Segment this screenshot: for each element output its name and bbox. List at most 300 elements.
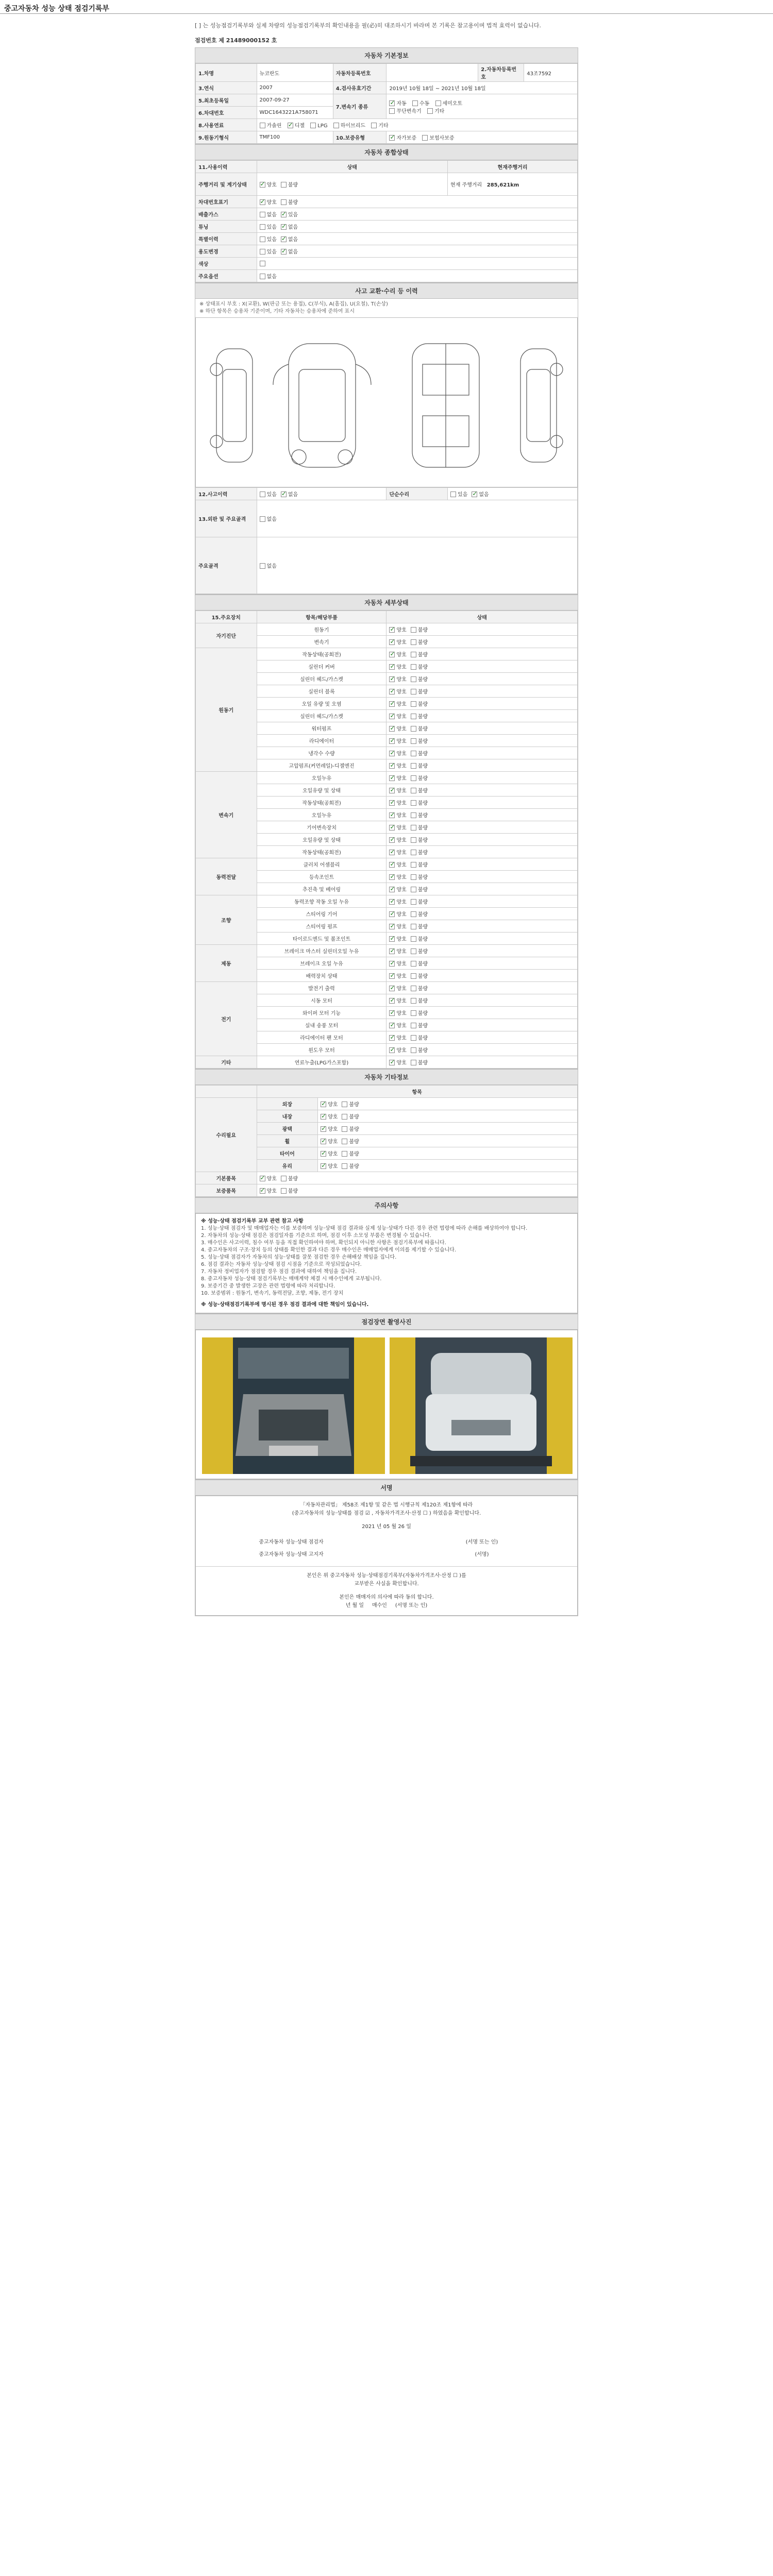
- mileage-km: 285,621km: [486, 182, 519, 188]
- extra-group-label: 기본품목: [196, 1172, 257, 1184]
- mileage-label: 주행거리 및 계기상태: [196, 173, 257, 196]
- opt-bad: 불량: [417, 751, 428, 757]
- buyer-sign[interactable]: (서명 또는 인): [395, 1603, 428, 1608]
- device-item-state: [386, 871, 578, 883]
- note-line: 4. 중고자동차의 구조·장치 등의 상태를 확인한 결과 다른 경우 매수인은 매매업자에게 이의를 제기할 수 있습니다.: [201, 1247, 457, 1253]
- checkbox-icon[interactable]: [389, 726, 395, 732]
- checkbox-icon[interactable]: [389, 862, 395, 868]
- checkbox-icon[interactable]: [389, 788, 395, 793]
- checkbox-icon[interactable]: [321, 1151, 326, 1157]
- checkbox-icon[interactable]: [333, 123, 339, 128]
- checkbox-icon[interactable]: [411, 998, 416, 1004]
- fuel-options: [257, 119, 577, 131]
- opt-good: 양호: [266, 200, 277, 206]
- checkbox-icon[interactable]: [411, 899, 416, 905]
- opt-good: 양호: [396, 801, 407, 806]
- sign-line-2: (중고자동차의 성능·상태를 점검 ☑ , 자동차가격조사·산정 ☐ ) 하였음을 확인합니다.: [292, 1511, 481, 1516]
- opt-bad: 불량: [417, 665, 428, 670]
- checkbox-icon[interactable]: [389, 627, 395, 633]
- opt-yes: 있음: [266, 492, 277, 498]
- device-item-state: [386, 710, 578, 722]
- opt-good: 양호: [396, 998, 407, 1004]
- device-item-state: [386, 821, 578, 834]
- checkbox-icon[interactable]: [281, 199, 287, 205]
- device-item-state: [386, 698, 578, 710]
- checkbox-icon[interactable]: [371, 123, 377, 128]
- main-device-col: 15.주요장치: [196, 611, 257, 623]
- device-item-state: [386, 648, 578, 660]
- notifier-sign[interactable]: (서명): [475, 1552, 489, 1557]
- opt-none: 없음: [288, 237, 298, 243]
- inspector-label: 중고자동차 성능·상태 점검자: [259, 1539, 324, 1545]
- opt-bad: 불량: [417, 776, 428, 782]
- opt-bad: 불량: [417, 1023, 428, 1029]
- device-item-state: [386, 920, 578, 933]
- checkbox-icon[interactable]: [411, 1023, 416, 1028]
- checkbox-icon[interactable]: [342, 1139, 347, 1144]
- checkbox-icon[interactable]: [389, 1023, 395, 1028]
- checkbox-icon[interactable]: [260, 224, 265, 230]
- checkbox-icon[interactable]: [389, 973, 395, 979]
- notes-title: 주의사항: [195, 1198, 578, 1213]
- checkbox-icon[interactable]: [260, 182, 265, 188]
- opt-good: 양호: [396, 751, 407, 757]
- device-item-state: [386, 970, 578, 982]
- outer-panel-state: [257, 500, 577, 537]
- checkbox-icon[interactable]: [389, 100, 395, 106]
- extra-item-state: [257, 1184, 577, 1197]
- checkbox-icon[interactable]: [389, 664, 395, 670]
- checkbox-icon[interactable]: [321, 1139, 326, 1144]
- checkbox-icon[interactable]: [450, 492, 456, 497]
- opt-good: 양호: [396, 1036, 407, 1041]
- checkbox-icon[interactable]: [389, 1035, 395, 1041]
- checkbox-icon[interactable]: [427, 108, 433, 114]
- car-outline-icon: [196, 318, 578, 488]
- checkbox-icon[interactable]: [411, 948, 416, 954]
- opt-bad: 불량: [349, 1127, 359, 1132]
- checkbox-icon[interactable]: [389, 850, 395, 855]
- opt-bad: 불량: [417, 702, 428, 707]
- device-item-label: 오일유량 및 상태: [257, 784, 386, 796]
- condition-section: [195, 144, 578, 283]
- checkbox-icon[interactable]: [411, 936, 416, 942]
- checkbox-icon[interactable]: [435, 100, 441, 106]
- opt-good: 양호: [396, 825, 407, 831]
- opt-bad: 불량: [417, 900, 428, 905]
- checkbox-icon[interactable]: [321, 1126, 326, 1132]
- opt-good: 양호: [396, 726, 407, 732]
- table-row: [196, 1184, 578, 1197]
- opt-bad: 불량: [417, 961, 428, 967]
- table-row: [196, 1056, 578, 1069]
- checkbox-icon[interactable]: [411, 1047, 416, 1053]
- device-item-label: 실린더 헤드/가스켓: [257, 673, 386, 685]
- checkbox-icon[interactable]: [389, 825, 395, 831]
- extra-item-label: 외장: [257, 1098, 318, 1110]
- checkbox-icon[interactable]: [389, 701, 395, 707]
- device-item-label: 발전기 출력: [257, 982, 386, 994]
- checkbox-icon[interactable]: [411, 825, 416, 831]
- table-row: [196, 982, 578, 994]
- opt-none: 없음: [479, 492, 489, 498]
- device-item-label: 클러치 어셈블리: [257, 858, 386, 871]
- opt-good: 양호: [328, 1127, 338, 1132]
- checkbox-icon[interactable]: [281, 236, 287, 242]
- opt-good: 양호: [396, 862, 407, 868]
- checkbox-icon[interactable]: [411, 874, 416, 880]
- table-row: [196, 1098, 578, 1110]
- checkbox-icon[interactable]: [389, 986, 395, 991]
- device-item-state: [386, 1056, 578, 1069]
- opt-good: 양호: [396, 1011, 407, 1016]
- checkbox-icon[interactable]: [321, 1163, 326, 1169]
- reg-label: 자동차등록번호: [333, 64, 386, 82]
- checkbox-icon[interactable]: [389, 874, 395, 880]
- opt-bad: 불량: [417, 652, 428, 658]
- checkbox-icon[interactable]: [411, 924, 416, 929]
- checkbox-icon[interactable]: [389, 135, 395, 141]
- checkbox-icon[interactable]: [411, 639, 416, 645]
- checkbox-icon[interactable]: [411, 627, 416, 633]
- table-row: [196, 1172, 578, 1184]
- basic-info-section: [195, 47, 578, 144]
- extra-item-label: 내장: [257, 1110, 318, 1123]
- checkbox-icon[interactable]: [389, 812, 395, 818]
- checkbox-icon[interactable]: [281, 224, 287, 230]
- device-item-label: 오일누유: [257, 809, 386, 821]
- vin-value: WDC1643221A758071: [257, 107, 333, 119]
- device-item-state: [386, 673, 578, 685]
- inspection-photo-rear: [390, 1337, 573, 1474]
- opt-bad: 불량: [417, 726, 428, 732]
- warranty-options: [386, 131, 578, 144]
- accident-history-label: 12.사고이력: [196, 488, 257, 500]
- opt-none: 없음: [266, 212, 277, 218]
- item-col: 항목/해당부품: [257, 611, 386, 623]
- checkbox-icon[interactable]: [389, 751, 395, 756]
- checkbox-icon[interactable]: [281, 1176, 287, 1181]
- checkbox-icon[interactable]: [389, 639, 395, 645]
- buyer-label: 매수인: [372, 1603, 387, 1608]
- checkbox-icon[interactable]: [260, 123, 265, 128]
- checkbox-icon[interactable]: [411, 911, 416, 917]
- usage-history-label: 11.사용이력: [196, 161, 257, 173]
- vin-mark-label: 차대번호표기: [196, 196, 257, 208]
- checkbox-icon[interactable]: [411, 664, 416, 670]
- fuel-lpg: LPG: [317, 123, 328, 129]
- opt-good: 양호: [396, 838, 407, 843]
- opt-good: 양호: [396, 875, 407, 880]
- device-item-label: 추진축 및 베어링: [257, 883, 386, 895]
- year-label: 3.연식: [196, 82, 257, 94]
- buyer-line-1: 본인은 위 중고자동차 성능·상태점검기록부(자동차가격조사·산정 ☐ )를: [307, 1573, 466, 1579]
- checkbox-icon[interactable]: [260, 1176, 265, 1181]
- extra-blank: [196, 1086, 257, 1098]
- checkbox-icon[interactable]: [411, 676, 416, 682]
- checkbox-icon[interactable]: [281, 212, 287, 217]
- checkbox-icon[interactable]: [411, 788, 416, 793]
- opt-bad: 불량: [417, 912, 428, 918]
- device-item-label: 배력장치 상태: [257, 970, 386, 982]
- device-item-label: 오일누유: [257, 772, 386, 784]
- checkbox-icon[interactable]: [389, 887, 395, 892]
- buyer-line-3: 본인은 매매자의 의사에 따라 동의 합니다.: [339, 1595, 434, 1600]
- opt-yes: 있음: [266, 249, 277, 255]
- basic-info-table: [195, 63, 578, 144]
- checkbox-icon[interactable]: [281, 249, 287, 255]
- checkbox-icon[interactable]: [389, 1060, 395, 1065]
- checkbox-icon[interactable]: [411, 775, 416, 781]
- transmission-manual: 수동: [419, 100, 430, 107]
- device-item-label: 실린더 커버: [257, 660, 386, 673]
- note-line: 9. 보증기간 중 발생한 고장은 관련 법령에 따라 처리합니다.: [201, 1283, 335, 1289]
- note-line: 10. 보증범위 : 원동기, 변속기, 동력전달, 조향, 제동, 전기 장치: [201, 1291, 344, 1296]
- opt-bad: 불량: [417, 924, 428, 930]
- opt-bad: 불량: [417, 677, 428, 683]
- checkbox-icon[interactable]: [411, 800, 416, 806]
- checkbox-icon[interactable]: [310, 123, 316, 128]
- checkbox-icon[interactable]: [411, 961, 416, 967]
- checkbox-icon[interactable]: [260, 563, 265, 569]
- checkbox-icon[interactable]: [411, 726, 416, 732]
- opt-good: 양호: [396, 912, 407, 918]
- checkbox-icon[interactable]: [389, 1010, 395, 1016]
- buyer-date-text: 년 월 일: [345, 1603, 364, 1608]
- checkbox-icon[interactable]: [411, 738, 416, 744]
- extra-item-state: [318, 1160, 578, 1172]
- extra-item-label: 유리: [257, 1160, 318, 1172]
- checkbox-icon[interactable]: [260, 249, 265, 255]
- checkbox-icon[interactable]: [422, 135, 428, 141]
- checkbox-icon[interactable]: [389, 676, 395, 682]
- checkbox-icon[interactable]: [411, 689, 416, 694]
- accident-section: [195, 283, 578, 595]
- device-item-label: 원동기: [257, 623, 386, 636]
- reg-blank: [386, 64, 478, 82]
- checkbox-icon[interactable]: [342, 1114, 347, 1120]
- opt-bad: 불량: [417, 974, 428, 979]
- checkbox-icon[interactable]: [281, 492, 287, 497]
- checkbox-icon[interactable]: [389, 800, 395, 806]
- checkbox-icon[interactable]: [288, 123, 293, 128]
- checkbox-icon[interactable]: [260, 261, 265, 266]
- opt-good: 양호: [396, 924, 407, 930]
- opt-bad: 불량: [349, 1114, 359, 1120]
- extra-item-state: [318, 1147, 578, 1160]
- transmission-auto: 자동: [396, 100, 407, 107]
- checkbox-icon[interactable]: [389, 899, 395, 905]
- checkbox-icon[interactable]: [411, 973, 416, 979]
- checkbox-icon[interactable]: [412, 100, 418, 106]
- extra-item-label: 휠: [257, 1135, 318, 1147]
- device-group-label: 원동기: [196, 648, 257, 772]
- checkbox-icon[interactable]: [260, 199, 265, 205]
- note-line: 5. 성능·상태 점검자가 자동차의 성능·상태를 잘못 점검한 경우 손해배상 책임을 집니다.: [201, 1255, 397, 1260]
- device-item-label: 변속기: [257, 636, 386, 648]
- legend-line-2: ※ 하단 항목은 승용차 기준이며, 기타 자동차는 승용차에 준하여 표시: [199, 309, 355, 314]
- checkbox-icon[interactable]: [411, 1010, 416, 1016]
- device-item-label: 타이로드엔드 및 볼조인트: [257, 933, 386, 945]
- opt-bad: 불량: [417, 986, 428, 992]
- inspection-photo-front: [202, 1337, 385, 1474]
- note-line: 6. 점검 결과는 자동차 성능·상태 점검 시점을 기준으로 작성되었습니다.: [201, 1262, 362, 1267]
- checkbox-icon[interactable]: [472, 492, 477, 497]
- device-group-label: 기타: [196, 1056, 257, 1069]
- checkbox-icon[interactable]: [321, 1114, 326, 1120]
- car-diagram: [195, 317, 578, 487]
- extra-col: 항목: [257, 1086, 577, 1098]
- device-group-label: 변속기: [196, 772, 257, 858]
- checkbox-icon[interactable]: [389, 961, 395, 967]
- opt-bad: 불량: [417, 1011, 428, 1016]
- device-item-state: [386, 772, 578, 784]
- opt-good: 양호: [396, 1048, 407, 1054]
- device-item-label: 냉각수 수량: [257, 747, 386, 759]
- emission-state: [257, 208, 577, 221]
- checkbox-icon[interactable]: [342, 1101, 347, 1107]
- photo-engine-bay-icon: [202, 1337, 385, 1474]
- checkbox-icon[interactable]: [389, 936, 395, 942]
- inspector-sign[interactable]: (서명 또는 인): [465, 1539, 498, 1545]
- opt-bad: 불량: [349, 1151, 359, 1157]
- checkbox-icon[interactable]: [389, 948, 395, 954]
- checkbox-icon[interactable]: [321, 1101, 326, 1107]
- transmission-other: 기타: [434, 108, 445, 114]
- device-item-state: [386, 994, 578, 1007]
- photo-car-rear-icon: [390, 1337, 573, 1474]
- checkbox-icon[interactable]: [389, 689, 395, 694]
- opt-bad: 불량: [417, 1060, 428, 1066]
- sign-title: 서명: [195, 1480, 578, 1496]
- checkbox-icon[interactable]: [411, 1060, 416, 1065]
- color-label: 색상: [196, 258, 257, 270]
- device-item-label: 작동상태(공회전): [257, 846, 386, 858]
- device-item-label: 등속조인트: [257, 871, 386, 883]
- accident-table: [195, 487, 578, 594]
- checkbox-icon[interactable]: [389, 911, 395, 917]
- opt-good: 양호: [396, 652, 407, 658]
- checkbox-icon[interactable]: [342, 1126, 347, 1132]
- opt-bad: 불량: [288, 182, 298, 188]
- checkbox-icon[interactable]: [411, 887, 416, 892]
- opt-bad: 불량: [417, 628, 428, 633]
- checkbox-icon[interactable]: [260, 236, 265, 242]
- opt-good: 양호: [396, 677, 407, 683]
- opt-bad: 불량: [349, 1164, 359, 1170]
- detail-title: 자동차 세부상태: [195, 595, 578, 611]
- device-item-state: [386, 1031, 578, 1044]
- device-item-state: [386, 784, 578, 796]
- opt-good: 양호: [396, 900, 407, 905]
- checkbox-icon[interactable]: [389, 924, 395, 929]
- checkbox-icon[interactable]: [260, 492, 265, 497]
- checkbox-icon[interactable]: [389, 108, 395, 114]
- opt-bad: 불량: [417, 640, 428, 646]
- opt-yes: 있음: [288, 212, 298, 218]
- checkbox-icon[interactable]: [260, 1188, 265, 1194]
- checkbox-icon[interactable]: [389, 652, 395, 657]
- checkbox-icon[interactable]: [411, 763, 416, 769]
- opt-good: 양호: [328, 1151, 338, 1157]
- checkbox-icon[interactable]: [411, 751, 416, 756]
- table-row: [196, 648, 578, 660]
- device-item-state: [386, 858, 578, 871]
- checkbox-icon[interactable]: [260, 274, 265, 279]
- notes-footer: ※ 성능·상태점검기록부에 명시된 경우 점검 결과에 대한 책임이 있습니다.: [201, 1302, 369, 1308]
- opt-good: 양호: [396, 689, 407, 695]
- table-row: [196, 895, 578, 908]
- device-item-label: 라디에이터: [257, 735, 386, 747]
- checkbox-icon[interactable]: [389, 763, 395, 769]
- mileage-value: [448, 173, 578, 196]
- device-item-label: 와이퍼 모터 기능: [257, 1007, 386, 1019]
- note-line: 7. 자동차 정비업자가 점검할 경우 점검 결과에 대하여 책임을 집니다.: [201, 1269, 357, 1275]
- buyer-line-2: 교부받은 사실을 확인합니다.: [354, 1581, 419, 1587]
- transmission-semi: 세미오토: [442, 100, 463, 107]
- opt-good: 양호: [396, 949, 407, 955]
- signer-table: [196, 1536, 577, 1561]
- opt-bad: 불량: [417, 862, 428, 868]
- checkbox-icon[interactable]: [389, 1047, 395, 1053]
- checkbox-icon[interactable]: [411, 837, 416, 843]
- checkbox-icon[interactable]: [411, 701, 416, 707]
- checkbox-icon[interactable]: [389, 837, 395, 843]
- device-item-state: [386, 660, 578, 673]
- device-item-state: [386, 883, 578, 895]
- opt-bad: 불량: [417, 801, 428, 806]
- fuel-hybrid: 하이브리드: [340, 123, 366, 129]
- opt-good: 양호: [396, 1060, 407, 1066]
- car-name-value: 뉴코란도: [257, 64, 333, 82]
- checkbox-icon[interactable]: [281, 182, 287, 188]
- opt-good: 양호: [396, 776, 407, 782]
- legend-line-1: ※ 상태표시 부호 : X(교환), W(판금 또는 용접), C(부식), A(흠집), U(요철), T(손상): [199, 301, 388, 307]
- warranty-insurer: 보험사보증: [429, 135, 455, 141]
- checkbox-icon[interactable]: [342, 1151, 347, 1157]
- checkbox-icon[interactable]: [342, 1163, 347, 1169]
- extra-title: 자동차 기타정보: [195, 1070, 578, 1085]
- checkbox-icon[interactable]: [411, 1035, 416, 1041]
- extra-item-state: [318, 1135, 578, 1147]
- opt-bad: 불량: [417, 764, 428, 769]
- checkbox-icon[interactable]: [411, 714, 416, 719]
- checkbox-icon[interactable]: [411, 850, 416, 855]
- warranty-label: 10.보증유형: [333, 131, 386, 144]
- detail-state-col: 상태: [386, 611, 578, 623]
- checkbox-icon[interactable]: [411, 986, 416, 991]
- device-item-label: 고압펌프(커먼레일)-디젤엔진: [257, 759, 386, 772]
- opt-yes: 있음: [266, 225, 277, 230]
- checkbox-icon[interactable]: [260, 516, 265, 522]
- checkbox-icon[interactable]: [389, 738, 395, 744]
- checkbox-icon[interactable]: [411, 652, 416, 657]
- checkbox-icon[interactable]: [411, 862, 416, 868]
- opt-good: 양호: [396, 986, 407, 992]
- checkbox-icon[interactable]: [260, 212, 265, 217]
- checkbox-icon[interactable]: [411, 812, 416, 818]
- opt-good: 양호: [328, 1114, 338, 1120]
- opt-bad: 불량: [417, 875, 428, 880]
- checkbox-icon[interactable]: [281, 1188, 287, 1194]
- notice-body: [ ] 는 성능점검기록부와 실제 차량의 성능점검기록부의 확인내용을 필(必)히 대조하시기 바라며 본 기록은 참고용이며 법적 효력이 없습니다.: [195, 22, 542, 29]
- opt-yes: 있음: [458, 492, 468, 498]
- opt-good: 양호: [396, 739, 407, 744]
- checkbox-icon[interactable]: [389, 775, 395, 781]
- checkbox-icon[interactable]: [389, 998, 395, 1004]
- table-row: [196, 858, 578, 871]
- checkbox-icon[interactable]: [389, 714, 395, 719]
